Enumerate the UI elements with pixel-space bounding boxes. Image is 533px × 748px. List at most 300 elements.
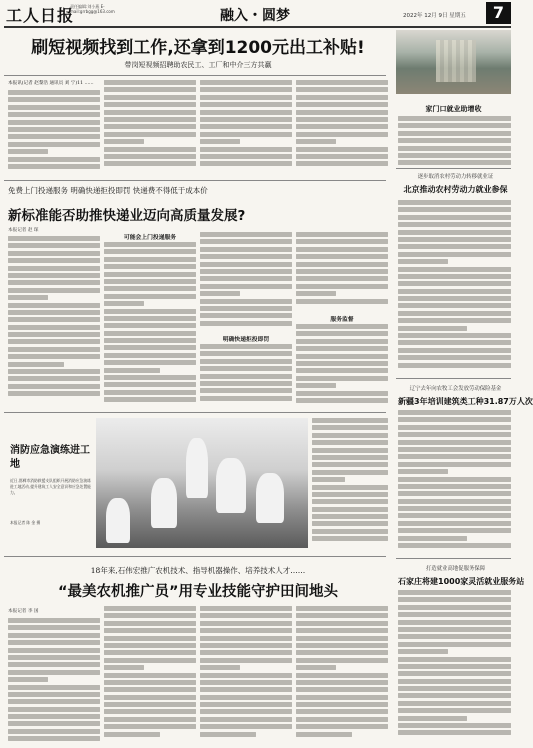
text-line: [104, 665, 144, 670]
text-line: [8, 97, 100, 102]
text-line: [398, 657, 511, 662]
text-line: [200, 132, 292, 137]
text-line: [296, 331, 388, 336]
text-line: [398, 679, 511, 684]
text-line: [104, 345, 196, 350]
sidebar2-headline: 新疆3年培训建筑类工种31.87万人次: [398, 397, 533, 406]
text-line: [8, 729, 100, 734]
text-line: [104, 110, 196, 115]
text-line: [200, 396, 292, 401]
text-line: [104, 117, 196, 122]
text-line: [398, 477, 511, 482]
text-line: [104, 161, 196, 166]
text-line: [296, 247, 388, 252]
text-line: [312, 448, 388, 453]
text-line: [104, 390, 196, 395]
text-line: [398, 333, 511, 338]
story2-col4: [296, 232, 388, 312]
text-line: [312, 462, 388, 467]
text-line: [296, 643, 388, 648]
text-line: [200, 161, 292, 166]
text-line: [200, 606, 292, 611]
text-line: [398, 484, 511, 489]
text-line: [398, 543, 511, 548]
text-line: [398, 138, 511, 143]
text-line: [398, 649, 448, 654]
text-line: [8, 625, 100, 630]
text-line: [200, 87, 292, 92]
text-line: [398, 708, 511, 713]
text-line: [200, 687, 292, 692]
text-line: [104, 95, 196, 100]
text-line: [200, 374, 292, 379]
story2-col3: [200, 232, 292, 332]
text-line: [104, 613, 196, 618]
text-line: [104, 294, 196, 299]
text-line: [8, 317, 100, 322]
text-line: [398, 296, 511, 301]
text-line: [398, 311, 511, 316]
text-line: [8, 369, 100, 374]
text-line: [104, 264, 196, 269]
text-line: [398, 590, 511, 595]
text-line: [398, 491, 511, 496]
story2-col1: [8, 236, 100, 406]
text-line: [296, 658, 388, 663]
text-line: [398, 528, 511, 533]
text-line: [398, 506, 511, 511]
text-line: [312, 514, 388, 519]
text-line: [398, 536, 467, 541]
text-line: [296, 702, 388, 707]
text-line: [104, 621, 196, 626]
text-line: [398, 116, 511, 121]
text-line: [398, 289, 511, 294]
sidebar1-body: [398, 200, 511, 375]
text-line: [398, 432, 511, 437]
text-line: [200, 359, 292, 364]
text-line: [104, 154, 196, 159]
text-line: [296, 95, 388, 100]
text-line: [296, 339, 388, 344]
text-line: [8, 295, 48, 300]
text-line: [200, 254, 292, 259]
text-line: [104, 242, 196, 247]
text-line: [104, 124, 196, 129]
text-line: [296, 102, 388, 107]
text-line: [104, 397, 196, 402]
text-line: [8, 354, 100, 359]
text-line: [296, 695, 388, 700]
sidebar-photo: [396, 30, 511, 94]
text-line: [200, 117, 292, 122]
text-line: [200, 147, 292, 152]
sidebar3-headline: 石家庄将建1000家灵活就业服务站: [398, 577, 525, 586]
text-line: [8, 325, 100, 330]
story3-col3: [200, 606, 292, 744]
text-line: [312, 418, 388, 423]
text-line: [8, 258, 100, 263]
text-line: [8, 90, 100, 95]
sidebar1-kicker: 逐步取消农村劳动力转移就业证: [417, 174, 494, 180]
text-line: [104, 360, 196, 365]
text-line: [398, 440, 511, 445]
text-line: [8, 376, 100, 381]
text-line: [200, 124, 292, 129]
text-line: [8, 391, 100, 396]
text-line: [398, 597, 511, 602]
text-line: [296, 717, 388, 722]
text-line: [398, 244, 511, 249]
text-line: [8, 699, 100, 704]
text-line: [312, 477, 345, 482]
text-line: [296, 139, 336, 144]
text-line: [296, 376, 388, 381]
text-line: [296, 724, 388, 729]
text-line: [104, 102, 196, 107]
photo-figure: [186, 438, 208, 498]
text-line: [104, 80, 196, 85]
text-line: [8, 714, 100, 719]
text-line: [200, 344, 292, 349]
text-line: [398, 605, 511, 610]
text-line: [8, 721, 100, 726]
text-line: [8, 310, 100, 315]
story2-kicker: 免费上门投递服务 明确快递拒投即罚 快递费不得低于成本价: [8, 186, 208, 195]
text-line: [8, 243, 100, 248]
text-line: [200, 239, 292, 244]
text-line: [296, 628, 388, 633]
text-line: [296, 673, 388, 678]
photo-side-text: [312, 418, 388, 548]
photo-figure: [216, 458, 246, 513]
text-line: [8, 384, 100, 389]
story2-headline: 新标准能否助推快递业迈向高质量发展?: [8, 208, 246, 224]
text-line: [296, 299, 388, 304]
sidebar2-kicker: 辽宁去年向农牧工会发放劳动保险基金: [409, 386, 502, 392]
sidebar-photo-caption: 家门口就业助增收: [425, 105, 482, 113]
text-line: [200, 102, 292, 107]
text-line: [296, 110, 388, 115]
text-line: [8, 134, 100, 139]
text-line: [200, 366, 292, 371]
text-line: [200, 621, 292, 626]
masthead-rule: [4, 26, 511, 28]
text-line: [398, 417, 511, 422]
text-line: [200, 306, 292, 311]
text-line: [104, 309, 196, 314]
section-divider-2: [4, 412, 386, 413]
text-line: [296, 124, 388, 129]
text-line: [296, 680, 388, 685]
text-line: [8, 236, 100, 241]
text-line: [398, 153, 511, 158]
text-line: [296, 117, 388, 122]
text-line: [200, 702, 292, 707]
text-line: [398, 499, 511, 504]
text-line: [200, 276, 292, 281]
text-line: [296, 284, 388, 289]
text-line: [296, 346, 388, 351]
text-line: [200, 313, 292, 318]
text-line: [200, 680, 292, 685]
text-line: [200, 643, 292, 648]
text-line: [8, 685, 100, 690]
story3-byline: 本报记者 李 国: [8, 609, 39, 614]
text-line: [200, 388, 292, 393]
text-line: [8, 618, 100, 623]
text-line: [104, 724, 196, 729]
text-line: [398, 620, 511, 625]
text-line: [398, 146, 511, 151]
text-line: [104, 139, 144, 144]
text-line: [104, 732, 160, 737]
photo-figure: [256, 473, 284, 523]
text-line: [398, 207, 511, 212]
text-line: [398, 627, 511, 632]
text-line: [104, 279, 196, 284]
text-line: [104, 687, 196, 692]
text-line: [8, 273, 100, 278]
story2-subsection-3: 服务监督: [330, 317, 354, 323]
fire-drill-photo: [96, 418, 308, 548]
text-line: [296, 147, 388, 152]
text-line: [8, 692, 100, 697]
text-line: [104, 650, 196, 655]
text-line: [296, 606, 388, 611]
text-line: [104, 249, 196, 254]
text-line: [398, 215, 511, 220]
text-line: [296, 621, 388, 626]
text-line: [200, 291, 240, 296]
text-line: [104, 368, 160, 373]
text-line: [296, 324, 388, 329]
story3-kicker: 18年来,石伟宏推广农机技术、指导机器操作、培养技术人才……: [90, 566, 306, 575]
text-line: [296, 254, 388, 259]
section-divider-3: [4, 556, 386, 557]
text-line: [296, 87, 388, 92]
photo-figure: [151, 478, 177, 528]
text-line: [8, 127, 100, 132]
text-line: [398, 730, 511, 735]
text-line: [398, 716, 467, 721]
text-line: [104, 643, 196, 648]
sidebar-divider-1: [396, 168, 511, 169]
text-line: [200, 95, 292, 100]
text-line: [296, 239, 388, 244]
text-line: [104, 628, 196, 633]
text-line: [398, 237, 511, 242]
text-line: [200, 154, 292, 159]
text-line: [398, 326, 467, 331]
text-line: [200, 262, 292, 267]
text-line: [312, 536, 388, 541]
photo-feature-title: 消防应急演练进工地: [10, 445, 90, 470]
text-line: [104, 147, 196, 152]
text-line: [200, 673, 292, 678]
text-line: [398, 447, 511, 452]
text-line: [312, 507, 388, 512]
text-line: [8, 280, 100, 285]
text-line: [398, 664, 511, 669]
text-line: [8, 288, 100, 293]
text-line: [104, 257, 196, 262]
text-line: [296, 613, 388, 618]
text-line: [296, 361, 388, 366]
story1-col2: [104, 80, 196, 175]
text-line: [296, 354, 388, 359]
story1-headline: 刷短视频找到工作,还拿到1200元出工补贴!: [31, 38, 365, 58]
text-line: [8, 105, 100, 110]
text-line: [398, 686, 511, 691]
story1-subhead: 带岗短视频招聘助农民工、工厂和中介三方共赢: [124, 61, 272, 69]
text-line: [312, 485, 388, 490]
text-line: [104, 695, 196, 700]
story2-col2: [104, 242, 196, 406]
story2-col3b: [200, 344, 292, 406]
story2-col4b: [296, 324, 388, 406]
text-line: [398, 252, 511, 257]
text-line: [296, 398, 388, 403]
text-line: [398, 612, 511, 617]
story1-lead-text: 本报讯(记者 赵黎浩 通讯员 刘 宁)11 ……: [8, 81, 94, 86]
text-line: [8, 362, 64, 367]
sidebar-divider-2: [396, 378, 511, 379]
page-number-badge: 7: [486, 2, 511, 24]
story3-col4: [296, 606, 388, 744]
sidebar3-body: [398, 590, 511, 742]
text-line: [312, 492, 388, 497]
story2-subsection-1: 可能会上门投递服务: [123, 235, 177, 241]
story3-col2: [104, 606, 196, 744]
text-line: [296, 383, 336, 388]
text-line: [296, 132, 388, 137]
text-line: [200, 80, 292, 85]
text-line: [104, 331, 196, 336]
text-line: [398, 267, 511, 272]
text-line: [398, 693, 511, 698]
text-line: [398, 642, 511, 647]
text-line: [104, 382, 196, 387]
text-line: [8, 149, 48, 154]
text-line: [104, 709, 196, 714]
text-line: [104, 680, 196, 685]
text-line: [200, 269, 292, 274]
text-line: [312, 499, 388, 504]
text-line: [296, 665, 336, 670]
text-line: [398, 230, 511, 235]
story3-headline: “最美农机推广员”用专业技能守护田间地头: [57, 584, 339, 600]
text-line: [8, 655, 100, 660]
text-line: [296, 687, 388, 692]
text-line: [104, 132, 196, 137]
story1-subhead-rule: [4, 75, 386, 76]
text-line: [104, 272, 196, 277]
text-line: [398, 348, 511, 353]
text-line: [200, 695, 292, 700]
text-line: [104, 286, 196, 291]
text-line: [8, 266, 100, 271]
text-line: [296, 80, 388, 85]
text-line: [104, 353, 196, 358]
text-line: [104, 87, 196, 92]
text-line: [104, 375, 196, 380]
text-line: [398, 363, 511, 368]
text-line: [398, 410, 511, 415]
text-line: [398, 281, 511, 286]
story1-col3: [200, 80, 292, 175]
text-line: [398, 318, 511, 323]
text-line: [398, 303, 511, 308]
photo-feature-text: 近日,邯郸市消防救援支队组织开展消防应急演练进工地活动,提升建筑工人安全意识和应急处置能力。: [10, 478, 91, 495]
text-line: [296, 269, 388, 274]
photo-feature-credit: 本报记者 陈 金 摄: [10, 520, 41, 525]
sidebar2-body: [398, 410, 511, 555]
text-line: [200, 110, 292, 115]
text-line: [8, 677, 48, 682]
text-line: [398, 454, 511, 459]
issue-date: 2022年 12月 9日 星期五: [403, 13, 466, 19]
text-line: [312, 529, 388, 534]
text-line: [200, 650, 292, 655]
text-line: [8, 120, 100, 125]
text-line: [200, 284, 292, 289]
text-line: [296, 709, 388, 714]
text-line: [200, 636, 292, 641]
text-line: [312, 455, 388, 460]
text-line: [8, 648, 100, 653]
text-line: [200, 709, 292, 714]
text-line: [312, 470, 388, 475]
text-line: [398, 123, 511, 128]
text-line: [312, 440, 388, 445]
text-line: [398, 222, 511, 227]
text-line: [398, 521, 511, 526]
text-line: [8, 251, 100, 256]
text-line: [398, 469, 448, 474]
text-line: [200, 351, 292, 356]
text-line: [8, 164, 100, 169]
text-line: [312, 433, 388, 438]
text-line: [200, 732, 256, 737]
text-line: [200, 247, 292, 252]
text-line: [104, 702, 196, 707]
text-line: [8, 736, 100, 741]
text-line: [296, 232, 388, 237]
text-line: [296, 161, 388, 166]
text-line: [296, 391, 388, 396]
sidebar-divider-3: [396, 558, 511, 559]
text-line: [8, 633, 100, 638]
text-line: [398, 462, 511, 467]
story2-byline: 本报记者 赵 琛: [8, 228, 39, 233]
text-line: [200, 139, 240, 144]
text-line: [398, 131, 511, 136]
text-line: [200, 381, 292, 386]
text-line: [104, 658, 196, 663]
text-line: [8, 347, 100, 352]
text-line: [200, 232, 292, 237]
newspaper-logo: 工人日报: [6, 6, 75, 25]
text-line: [8, 303, 100, 308]
text-line: [200, 628, 292, 633]
text-line: [296, 276, 388, 281]
text-line: [104, 636, 196, 641]
story3-col1: [8, 618, 100, 744]
text-line: [8, 142, 100, 147]
text-line: [296, 262, 388, 267]
text-line: [398, 723, 511, 728]
